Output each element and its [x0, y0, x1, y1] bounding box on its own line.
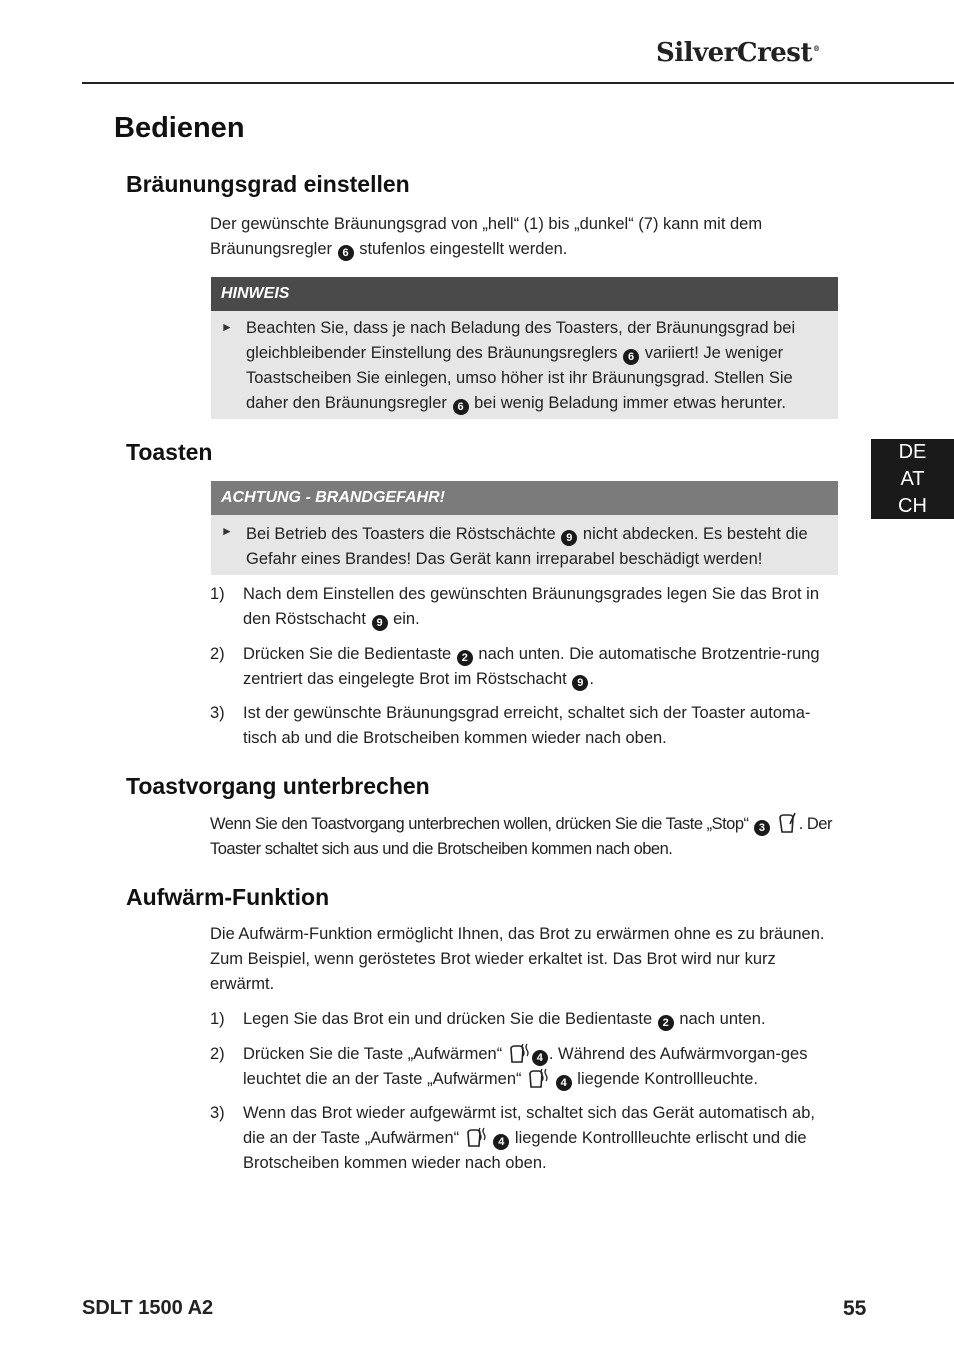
- callout-number: 6: [623, 349, 639, 365]
- note-text: Beachten Sie, dass je nach Beladung des Toasters, der Bräunungsgrad bei gleichbleibender Einstellung des Bräunungsreglers 6 variiert! Je weniger Toastscheiben Sie einlegen, umso höher ist ihr Bräunungsgrad. Stellen Sie daher den Bräunungsregler 6 bei wenig Beladung immer etwas herunter.: [246, 319, 796, 413]
- note-box: [211, 311, 838, 419]
- toast-warm-icon: [466, 1126, 486, 1148]
- callout-number: 2: [658, 1015, 674, 1031]
- heading-browning: Bräunungsgrad einstellen: [126, 171, 410, 197]
- callout-number: 9: [372, 615, 388, 631]
- page-number: 55: [843, 1297, 867, 1320]
- callout-number: 4: [493, 1134, 509, 1150]
- interrupt-text: Wenn Sie den Toastvorgang unterbrechen wollen, drücken Sie die Taste „Stop“ 3 . Der Toaster schaltet sich aus und die Brotscheiben kommen nach oben.: [210, 812, 842, 862]
- warning-box: [211, 515, 838, 575]
- callout-number: 9: [572, 675, 588, 691]
- heading-reheat: Aufwärm-Funktion: [126, 884, 330, 910]
- header-rule: [82, 82, 954, 84]
- warning-text: Bei Betrieb des Toasters die Röstschächte 9 nicht abdecken. Es besteht die Gefahr eines Brandes! Das Gerät kann irreparabel beschädigt werden!: [246, 525, 808, 568]
- brand-logo: SilverCrest®: [656, 38, 820, 68]
- warning-header: ACHTUNG - BRANDGEFAHR!: [211, 481, 838, 515]
- callout-number: 3: [754, 820, 770, 836]
- callout-number: 2: [457, 650, 473, 666]
- bullet-arrow-icon: ►: [221, 320, 233, 334]
- lang-at: AT: [900, 468, 925, 490]
- page-title: Bedienen: [114, 112, 245, 144]
- lang-ch: CH: [898, 495, 927, 517]
- heading-interrupt: Toastvorgang unterbrechen: [126, 773, 430, 799]
- toast-warm-icon: [528, 1067, 548, 1089]
- bullet-arrow-icon: ►: [221, 524, 233, 538]
- language-tab: [871, 439, 954, 519]
- heading-toasting: Toasten: [126, 439, 213, 465]
- callout-number: 9: [561, 530, 577, 546]
- callout-number: 6: [453, 399, 469, 415]
- callout-number: 4: [556, 1075, 572, 1091]
- callout-number: 6: [338, 245, 354, 261]
- toast-warm-icon: [509, 1042, 529, 1064]
- footer-model: SDLT 1500 A2: [82, 1297, 214, 1319]
- toast-stop-icon: [777, 812, 797, 834]
- note-header: HINWEIS: [211, 277, 838, 311]
- browning-text: Der gewünschte Bräunungsgrad von „hell“ (1) bis „dunkel“ (7) kann mit dem Bräunungsregler 6 stufenlos eingestellt werden.: [210, 215, 763, 259]
- lang-de: DE: [898, 441, 927, 463]
- reheat-intro: Die Aufwärm-Funktion ermöglicht Ihnen, das Brot zu erwärmen ohne es zu bräunen. Zum Beispiel, wenn geröstetes Brot wieder erkaltet ist. Das Brot wird nur kurz erwärmt.: [210, 925, 825, 993]
- callout-number: 4: [532, 1050, 548, 1066]
